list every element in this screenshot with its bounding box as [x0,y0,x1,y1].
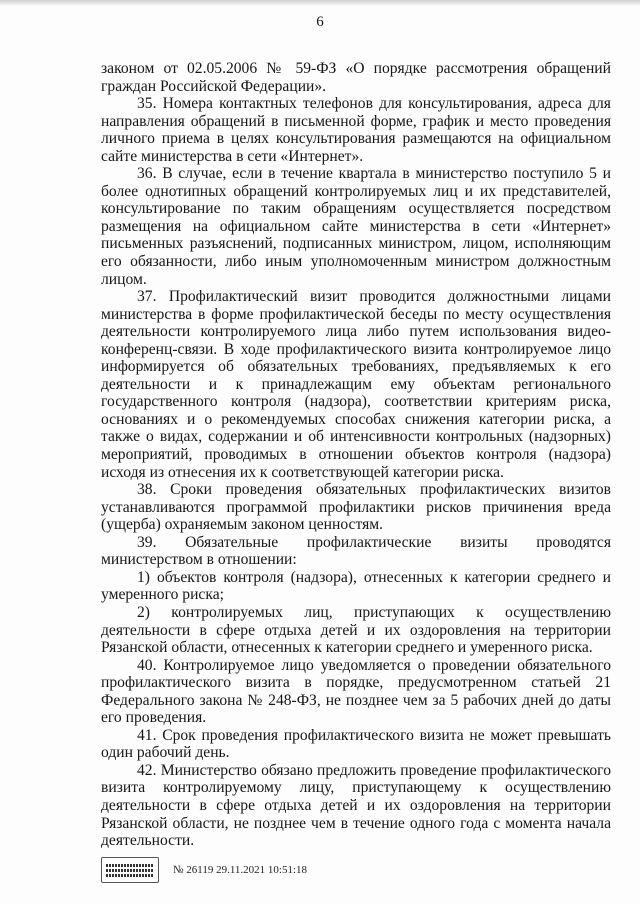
footer [101,856,401,884]
registration-number: № 26119 29.11.2021 10:51:18 [173,864,308,876]
paragraph-36: 36. В случае, если в течение квартала в министерство поступило 5 и более однотипных обращений контролируемых лиц и их представителей, консультирование по таким обращениям осуществляется посредством размещения на официальном сайте министерства в сети «Интернет» письменных разъяснений, подписанных министром, лицом, исполняющим его обязанности, либо иным уполномоченным министром должностным лицом. [101,165,611,288]
document-body [101,60,611,850]
paragraph-35: 35. Номера контактных телефонов для консультирования, адреса для направления обращений в письменной форме, график и место проведения личного приема в целях консультирования размещаются на официальном сайте министерства в сети «Интернет». [101,95,611,165]
paragraph-37: 37. Профилактический визит проводится должностными лицами министерства в форме профилактической беседы по месту осуществления деятельности контролируемого лица либо путем использования видео-конференц-связи. В ходе профилактического визита контролируемое лицо информируется об обязательных требованиях, предъявляемых к его деятельности и к принадлежащим ему объектам регионального государственного контроля (надзора), соответствии критериям риска, основаниях и о рекомендуемых способах снижения категории риска, а также о видах, содержании и об интенсивности контрольных (надзорных) мероприятий, проводимых в отношении объектов контроля (надзора) исходя из отнесения их к соответствующей категории риска. [101,288,611,481]
electronic-stamp-icon [101,857,159,883]
scan-edge [0,0,640,6]
paragraph-39: 39. Обязательные профилактические визиты проводятся министерством в отношении: [101,533,611,569]
paragraph-39-item-2: 2) контролируемых лиц, приступающих к осуществлению деятельности в сфере отдыха детей и их оздоровления на территории Рязанской области, отнесенных к категории среднего и умеренного риска. [101,603,611,657]
page-number: 6 [316,14,324,30]
paragraph-42: 42. Министерство обязано предложить проведение профилактического визита контролируемому лицу, приступающему к осуществлению деятельности в сфере отдыха детей и их оздоровления на территории Рязанской области, не позднее чем в течение одного года с момента начала деятельности. [101,761,611,850]
paragraph-39-item-1: 1) объектов контроля (надзора), отнесенных к категории среднего и умеренного риска; [101,568,611,604]
paragraph-38: 38. Сроки проведения обязательных профилактических визитов устанавливаются программой профилактики рисков причинения вреда (ущерба) охраняемым законом ценностям. [101,481,611,534]
paragraph-40: 40. Контролируемое лицо уведомляется о проведении обязательного профилактического визита в порядке, предусмотренном статьей 21 Федерального закона № 248-ФЗ, не позднее чем за 5 рабочих дней до даты его проведения. [101,656,611,727]
paragraph-continuation: законом от 02.05.2006 № 59-ФЗ «О порядке рассмотрения обращений граждан Российской Федерации». [101,60,611,95]
paragraph-41: 41. Срок проведения профилактического визита не может превышать один рабочий день. [101,726,611,762]
